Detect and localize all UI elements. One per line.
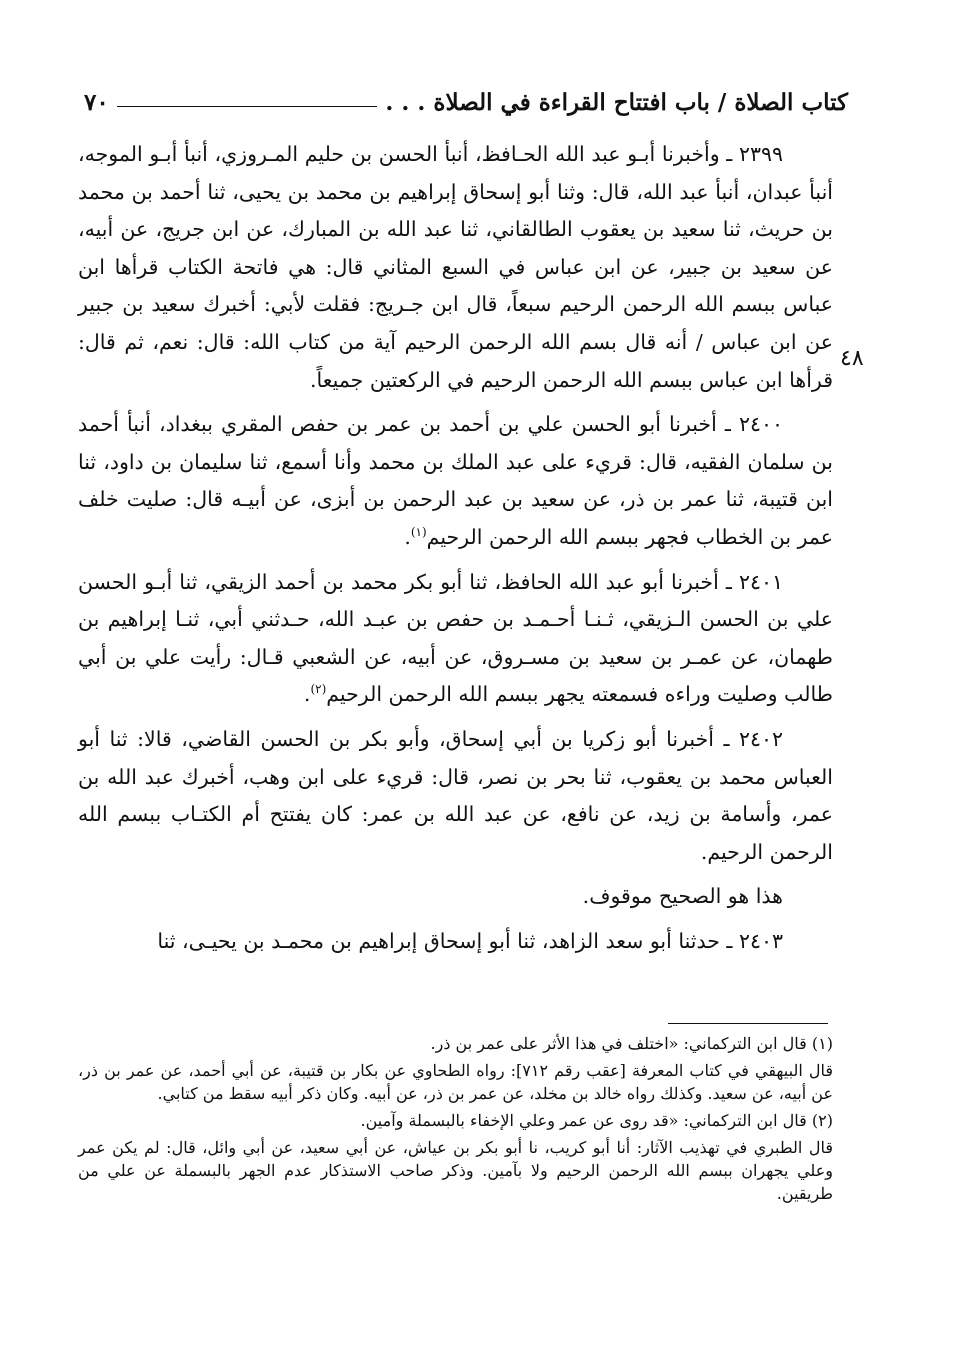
hadith-2402: ٢٤٠٢ ـ أخبرنا أبو زكريا بن أبي إسحاق، وأبو بكر بن الحسن القاضي، قالا: ثنا أبو العباس محمد بن يعقوب، ثنا بحر بن نصر، قال: قريء على ابن وهب، أخبرك عبد الله بن عمر، وأسامة بن زيد، عن نافع، عن عبد الله بن عمر: كان يفتتح أم الكتـاب ببسم الله الرحمن الرحيم. <box>78 726 833 864</box>
hadith-2400-end: . <box>404 524 411 549</box>
header-rule <box>117 106 378 107</box>
header-title: كتاب الصلاة / باب افتتاح القراءة في الصلاة . . . <box>385 89 848 116</box>
hadith-2401-end: . <box>303 682 311 707</box>
hadith-2399: ٢٣٩٩ ـ وأخبرنا أبـو عبد الله الحـافظ، أنبأ الحسن بن حليم المـروزي، أنبأ أبـو الموجه، أنبأ عبدان، أنبأ عبد الله، قال: وثنا أبو إسحاق إبراهيم بن محمد بن يحيى، ثنا أحمد بن محمد بن حريث، ثنا سعيد بن يعقوب الطالقاني، ثنا عبد الله بن المبارك، عن ابن جريج، عن أبيه، عن سعيد بن جبير، عن ابن عباس في السبع المثاني قال: هي فاتحة الكتاب قرأها ابن عباس ببسم الله الرحمن الرحيم سبعاً، قال ابن جـريج: فقلت لأبي: أخبرك سعيد بن جبير عن ابن عباس / أنه قال بسم الله الرحمن الرحيم آية من كتاب الله: قال: نعم، ثم قال: قرأها ابن عباس ببسم الله الرحمن الرحيم في الركعتين جميعاً. <box>78 142 833 392</box>
running-header <box>78 80 848 116</box>
footnote-1-marker: (١) <box>811 1034 833 1053</box>
main-text <box>78 136 833 967</box>
hadith-2401 <box>78 564 833 714</box>
hadith-2403: ٢٤٠٣ ـ حدثنا أبو سعد الزاهد، ثنا أبو إسحاق إبراهيم بن محمـد بن يحيـى، ثنا <box>157 928 783 953</box>
hadith-2401-text: ٢٤٠١ ـ أخبرنا أبو عبد الله الحافظ، ثنا أبو بكر محمد بن أحمد الزيقي، ثنا أبـو الحسن علي بن الحسن الـزيقي، ثـنـا أحـمـد بن حفص بن عبـد الله، حـدثني أبي، ثنـا إبراهيم بن طهمان، عن عمـر بن سعيد بن مسـروق، عن أبيه، عن الشعبي قـال: رأيت علي بن أبي طالب وصليت وراءه فسمعته يجهر ببسم الله الرحمن الرحيم <box>78 569 833 707</box>
footnotes <box>78 1032 833 1209</box>
hadith-2400 <box>78 406 833 556</box>
author-comment: هذا هو الصحيح موقوف. <box>582 884 783 909</box>
footnote-2-marker: (٢) <box>811 1111 833 1130</box>
footnote-ref-2: (٢) <box>310 682 327 697</box>
footnote-2-continuation: قال الطبري في تهذيب الآثار: أنا أبو كريب، نا أبو بكر بن عياش، عن أبي سعيد، عن أبي وائل، قال: لم يكن عمر وعلي يجهران ببسم الله الرحمن الرحيم ولا بآمين. وذكر صاحب الاستذكار عدم الجهر بالبسملة عن علي من طريقين. <box>78 1138 834 1203</box>
page-number: ٧٠ <box>84 89 109 116</box>
footnote-separator <box>668 1023 828 1024</box>
margin-page-reference: ٤٨ <box>840 346 864 371</box>
footnote-1-continuation: قال البيهقي في كتاب المعرفة [عقب رقم ٧١٢]: رواه الطحاوي عن بكار بن قتيبة، عن أبي أحمد، عن عمر بن ذر، عن أبيه، عن سعيد. وكذلك رواه خالد بن مخلد، عن عمر بن ذر، عن أبيه. وكان ذكر أبيه سقط من كتابي. <box>78 1061 834 1103</box>
hadith-2400-text: ٢٤٠٠ ـ أخبرنا أبو الحسن علي بن أحمد بن عمر بن حفص المقري ببغداد، أنبأ أحمد بن سلمان الفقيه، قال: قريء على عبد الملك بن محمد وأنا أسمع، ثنا سليمان بن داود، ثنا ابن قتيبة، ثنا عمر بن ذر، عن سعيد بن عبد الرحمن بن أبزى، عن أبيـه قال: صليت خلف عمر بن الخطاب فجهر ببسم الله الرحمن الرحيم <box>78 412 833 549</box>
footnote-2-text: قال ابن التركماني: «قد روى عن عمر وعلي الإخفاء بالبسملة وآمين. <box>360 1111 807 1130</box>
footnote-1-text: قال ابن التركماني: «اختلف في هذا الأثر على عمر بن ذر. <box>430 1034 807 1053</box>
footnote-ref-1: (١) <box>410 525 427 540</box>
footnote-2 <box>78 1109 833 1132</box>
footnote-1 <box>78 1032 833 1055</box>
